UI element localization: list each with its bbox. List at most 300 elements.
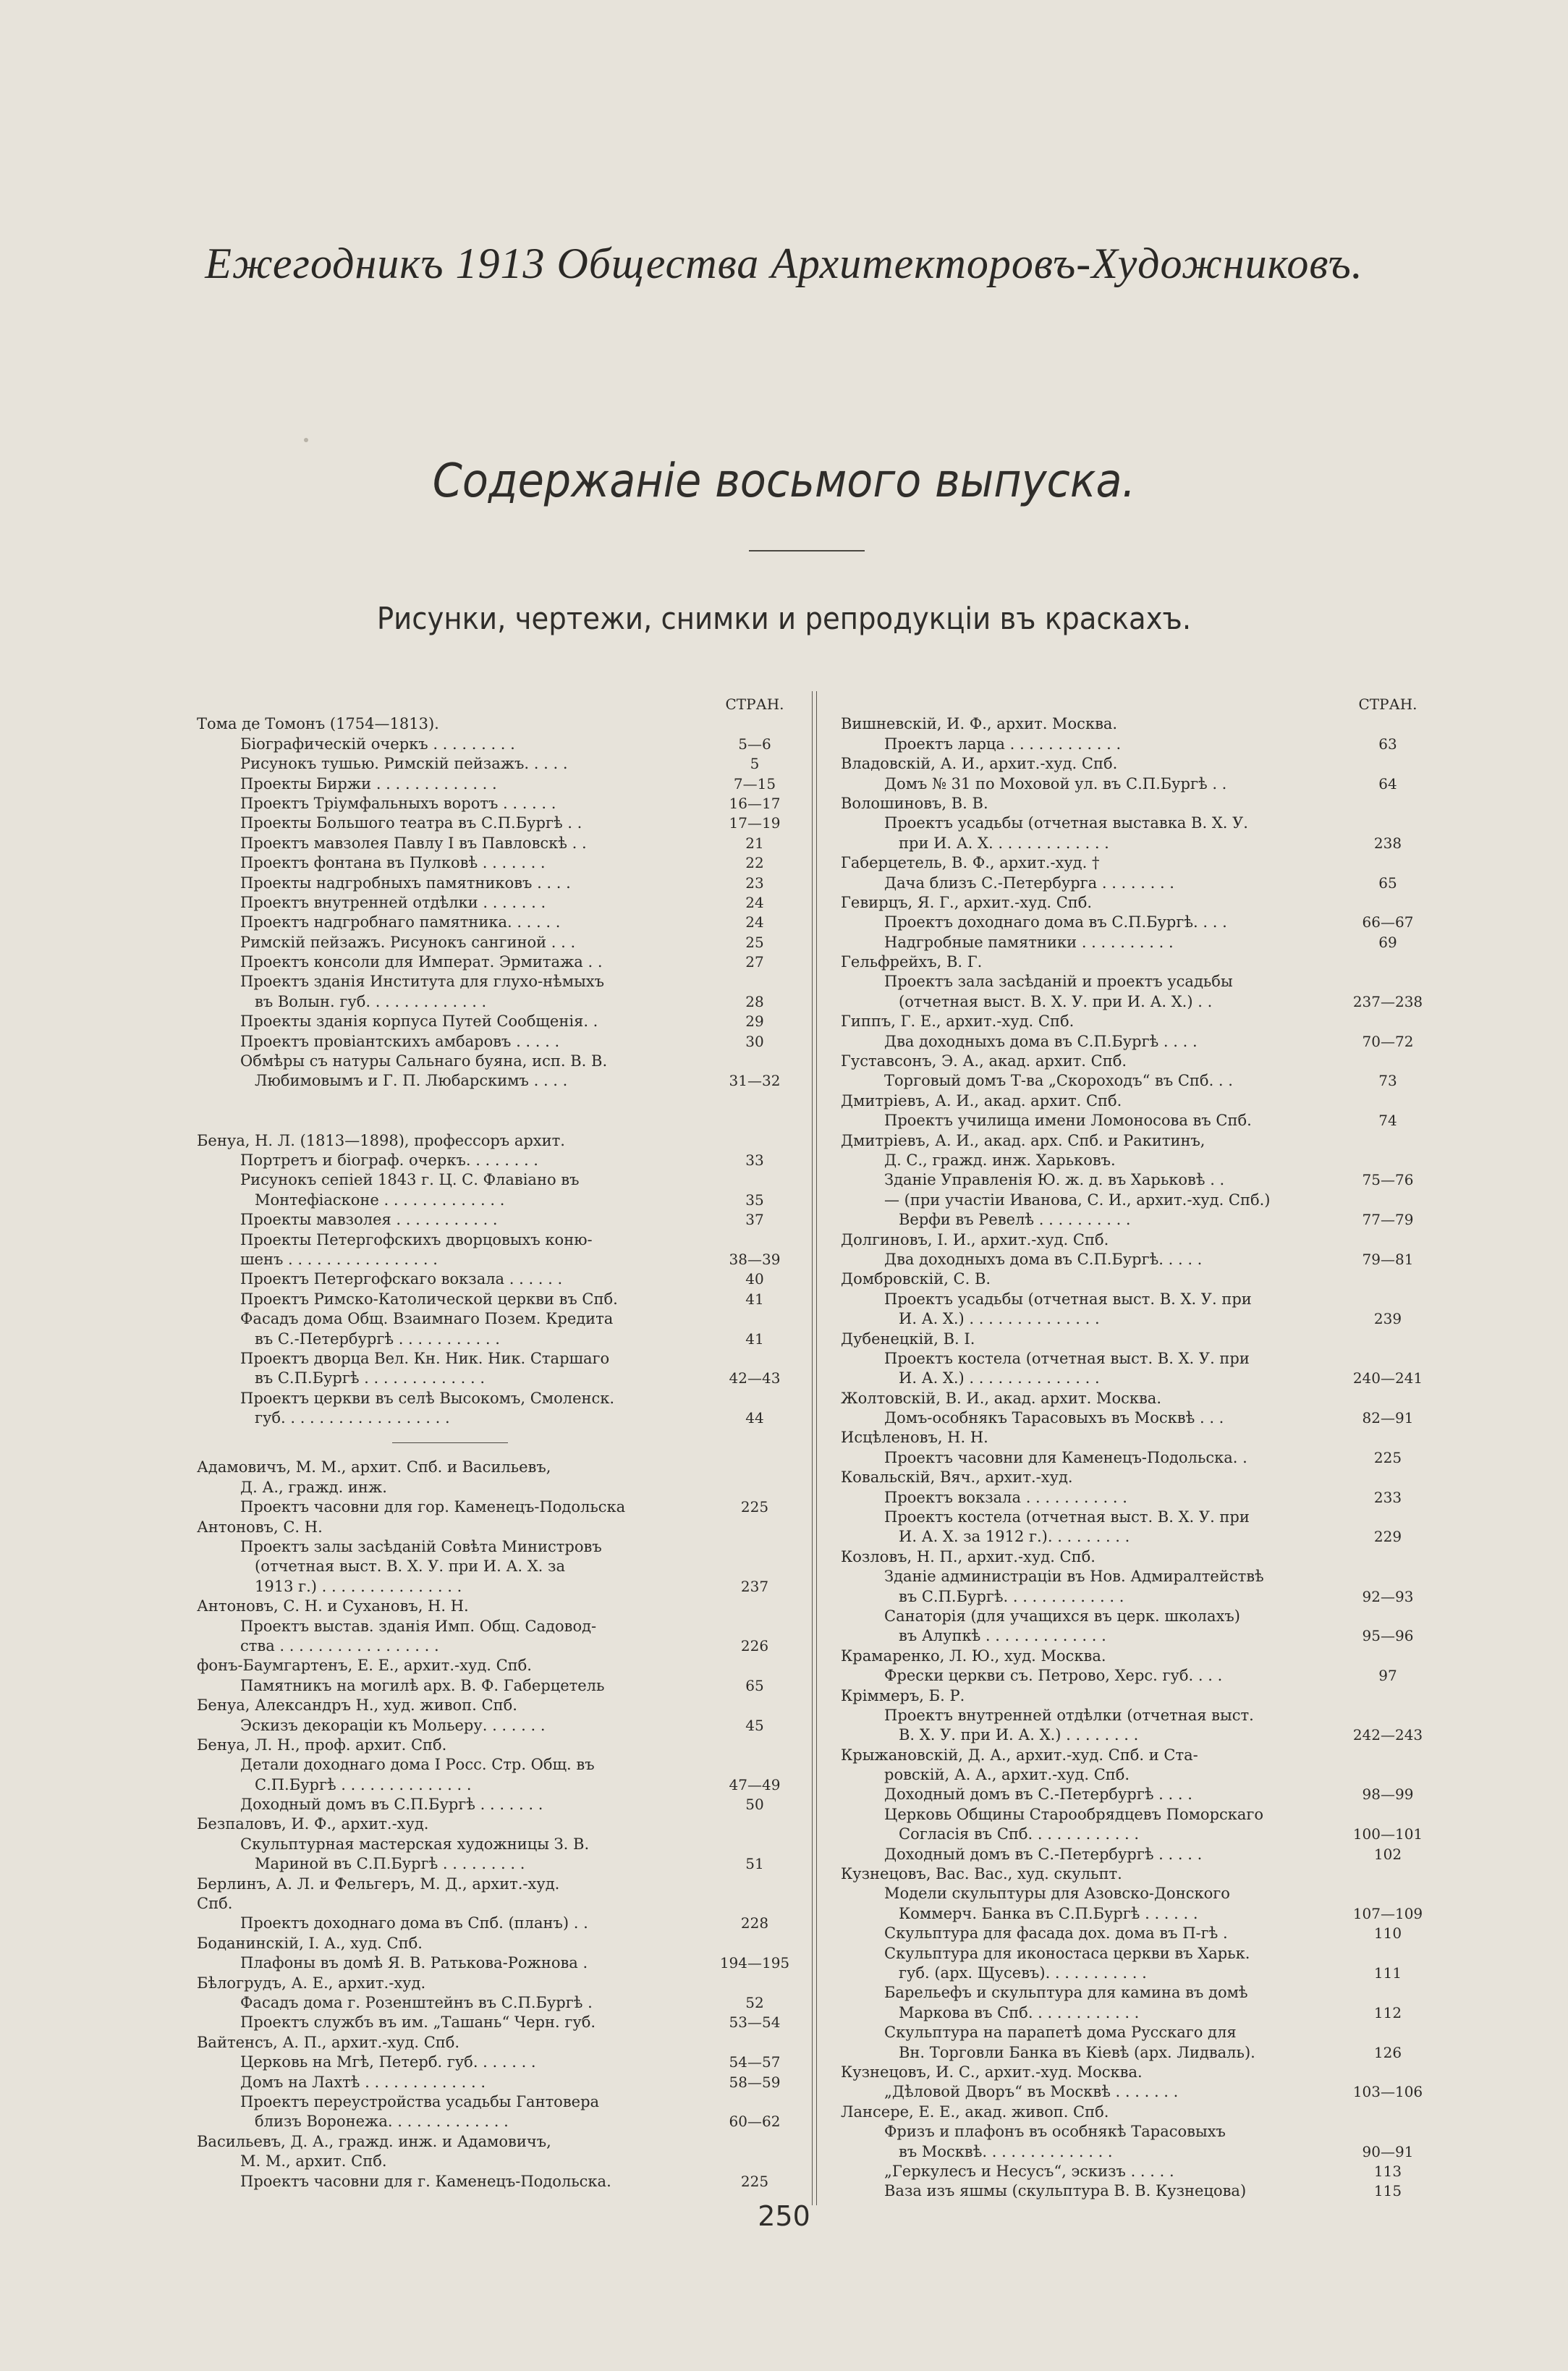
entry-text: Проектъ часовни для Каменецъ-Подольска. . bbox=[884, 1448, 1247, 1466]
page-ref: 60—62 bbox=[729, 2113, 781, 2131]
page-ref: 7—15 bbox=[733, 774, 776, 793]
entry-text: Проектъ фонтана въ Пулковѣ . . . . . . . bbox=[240, 854, 546, 872]
page-ref: 70—72 bbox=[1362, 1032, 1414, 1050]
page-ref: 51 bbox=[745, 1855, 764, 1873]
entry-text: Проектъ внутренней отдѣлки . . . . . . . bbox=[240, 893, 546, 911]
page-title: Содержаніе восьмого выпуска. bbox=[432, 455, 1136, 508]
page-ref: 238 bbox=[1373, 834, 1402, 852]
entry-text: Проекты зданія корпуса Путей Сообщенія. . bbox=[240, 1013, 598, 1031]
entry-text: Проектъ доходнаго дома въ Спб. (планъ) . . bbox=[240, 1914, 588, 1932]
index-entry bbox=[197, 1835, 814, 1854]
entry-text: Проектъ внутренней отдѣлки (отчетная выст. bbox=[884, 1706, 1254, 1724]
entry-text: Рисунокъ тушью. Римскій пейзажъ. . . . . bbox=[240, 755, 568, 773]
entry-text: Проекты Петергофскихъ дворцовыхъ коню- bbox=[240, 1230, 593, 1248]
index-heading bbox=[197, 1974, 814, 1993]
page-ref: 82—91 bbox=[1362, 1409, 1414, 1427]
entry-text: Антоновъ, С. Н. bbox=[197, 1518, 323, 1536]
entry-text: Вн. Торговли Банка въ Кіевѣ (арх. Лидваль). bbox=[899, 2043, 1255, 2061]
entry-text: Тома де Томонъ (1754—1813). bbox=[197, 715, 439, 733]
index-heading bbox=[197, 1597, 814, 1616]
page-ref: 31—32 bbox=[729, 1072, 781, 1090]
index-entry bbox=[841, 1151, 1425, 1170]
page-ref: 79—81 bbox=[1362, 1250, 1414, 1268]
index-entry bbox=[197, 2152, 814, 2171]
index-heading bbox=[197, 1458, 814, 1477]
entry-text: Скульптура для фасада дох. дома въ П-гѣ . bbox=[884, 1924, 1228, 1943]
index-heading bbox=[841, 1686, 1425, 1706]
index-entry bbox=[841, 1448, 1425, 1468]
index-entry bbox=[841, 933, 1425, 952]
index-entry bbox=[841, 834, 1425, 853]
page-ref: 45 bbox=[745, 1716, 764, 1734]
page-ref: 239 bbox=[1373, 1310, 1402, 1328]
running-header: Ежегодникъ 1913 Общества Архитекторовъ-Художниковъ. bbox=[205, 240, 1363, 287]
index-entry bbox=[197, 1577, 814, 1597]
index-heading bbox=[841, 1864, 1425, 1884]
index-entry bbox=[197, 1012, 814, 1031]
index-entry bbox=[197, 1993, 814, 2013]
index-heading bbox=[197, 1656, 814, 1675]
index-heading bbox=[841, 1052, 1425, 1071]
column-rule bbox=[816, 691, 817, 2205]
entry-text: Домбровскій, С. В. bbox=[841, 1270, 991, 1288]
entry-text: Проектъ мавзолея Павлу I въ Павловскѣ . . bbox=[240, 834, 587, 852]
page-ref: 107—109 bbox=[1352, 1904, 1423, 1922]
page-ref: 23 bbox=[745, 874, 764, 892]
entry-text: (отчетная выст. В. Х. У. при И. А. Х. за bbox=[255, 1558, 566, 1576]
entry-text: Боданинскій, I. А., худ. Спб. bbox=[197, 1934, 423, 1952]
index-entry bbox=[841, 1587, 1425, 1607]
entry-text: въ Москвѣ. . . . . . . . . . . . . . bbox=[899, 2142, 1113, 2160]
index-heading bbox=[841, 952, 1425, 972]
entry-text: Церковь на Мгѣ, Петерб. губ. . . . . . . bbox=[240, 2053, 536, 2071]
entry-text: Кріммеръ, Б. Р. bbox=[841, 1686, 965, 1704]
entry-text: С.П.Бургѣ . . . . . . . . . . . . . . bbox=[255, 1775, 472, 1793]
entry-text: Верфи въ Ревелѣ . . . . . . . . . . bbox=[899, 1211, 1131, 1229]
page-ref: 41 bbox=[745, 1290, 764, 1308]
page-ref: 102 bbox=[1373, 1845, 1402, 1863]
index-column-left bbox=[197, 695, 814, 2192]
index-entry bbox=[841, 1626, 1425, 1646]
index-heading bbox=[197, 2132, 814, 2152]
entry-text: Ковальскій, Вяч., архит.-худ. bbox=[841, 1468, 1073, 1487]
entry-text: Проекты Биржи . . . . . . . . . . . . . bbox=[240, 774, 497, 793]
index-heading bbox=[841, 1547, 1425, 1567]
entry-text: ровскій, А. А., архит.-худ. Спб. bbox=[884, 1766, 1130, 1784]
page-ref: 92—93 bbox=[1362, 1587, 1414, 1605]
index-entry bbox=[197, 952, 814, 972]
index-heading bbox=[841, 2102, 1425, 2122]
entry-text: Жолтовскій, В. И., акад. архит. Москва. bbox=[841, 1389, 1161, 1407]
index-entry bbox=[197, 834, 814, 853]
index-heading bbox=[197, 1696, 814, 1715]
entry-text: Проектъ службъ въ им. „Ташань“ Черн. губ. bbox=[240, 2013, 596, 2032]
index-entry bbox=[197, 2053, 814, 2072]
index-entry bbox=[197, 1330, 814, 1349]
index-entry bbox=[197, 913, 814, 932]
index-heading bbox=[197, 1736, 814, 1755]
index-heading bbox=[841, 893, 1425, 913]
entry-text: Ваза изъ яшмы (скульптура В. В. Кузнецова) bbox=[884, 2182, 1247, 2200]
entry-text: Габерцетель, В. Ф., архит.-худ. † bbox=[841, 854, 1100, 872]
entry-text: въ Волын. губ. . . . . . . . . . . . . bbox=[255, 992, 487, 1010]
entry-text: Крамаренко, Л. Ю., худ. Москва. bbox=[841, 1647, 1106, 1665]
page-ref: 90—91 bbox=[1362, 2142, 1414, 2160]
entry-text: Барельефъ и скульптура для камина въ домѣ bbox=[884, 1984, 1248, 2002]
entry-text: въ С.П.Бургѣ . . . . . . . . . . . . . bbox=[255, 1369, 486, 1387]
entry-text: Проектъ залы засѣданій Совѣта Министровъ bbox=[240, 1538, 602, 1556]
index-entry bbox=[841, 874, 1425, 893]
index-entry bbox=[197, 1497, 814, 1517]
index-heading bbox=[197, 1518, 814, 1537]
title-rule bbox=[749, 550, 865, 551]
page-ref: 58—59 bbox=[729, 2073, 781, 2091]
entry-text: Кузнецовъ, Вас. Вас., худ. скульпт. bbox=[841, 1865, 1122, 1883]
page-ref: 29 bbox=[745, 1013, 764, 1031]
index-entry bbox=[841, 1408, 1425, 1428]
index-entry bbox=[197, 1210, 814, 1230]
entry-text: Крыжановскій, Д. А., архит.-худ. Спб. и Ста- bbox=[841, 1746, 1198, 1764]
page-ref: 5 bbox=[750, 755, 760, 773]
index-entry bbox=[841, 2043, 1425, 2063]
page-ref: 240—241 bbox=[1352, 1369, 1423, 1387]
entry-text: Антоновъ, С. Н. и Сухановъ, Н. Н. bbox=[197, 1597, 469, 1615]
index-entry bbox=[197, 1617, 814, 1636]
entry-text: Проектъ зданія Института для глухо-нѣмыхъ bbox=[240, 973, 605, 991]
entry-text: Скульптурная мастерская художницы З. В. bbox=[240, 1835, 590, 1853]
entry-text: Проектъ переустройства усадьбы Гантовера bbox=[240, 2092, 600, 2110]
entry-text: Проектъ Тріумфальныхъ воротъ . . . . . . bbox=[240, 794, 556, 812]
entry-text: Гевирцъ, Я. Г., архит.-худ. Спб. bbox=[841, 893, 1093, 911]
page-ref: 100—101 bbox=[1352, 1825, 1423, 1843]
entry-text: Волошиновъ, В. В. bbox=[841, 794, 988, 812]
index-entry bbox=[841, 1290, 1425, 1309]
entry-text: Эскизъ декораціи къ Мольеру. . . . . . . bbox=[240, 1716, 546, 1734]
page-ref: 28 bbox=[745, 992, 764, 1010]
entry-text: Любимовымъ и Г. П. Любарскимъ . . . . bbox=[255, 1072, 568, 1090]
entry-text: Берлинъ, А. Л. и Фельгеръ, М. Д., архит.-худ. bbox=[197, 1875, 560, 1893]
index-heading bbox=[197, 1894, 814, 1914]
page-ref: 30 bbox=[745, 1032, 764, 1050]
index-entry bbox=[197, 2172, 814, 2192]
index-entry bbox=[197, 2073, 814, 2092]
page-ref: 233 bbox=[1373, 1488, 1402, 1506]
entry-text: Проектъ дворца Вел. Кн. Ник. Ник. Старшаго bbox=[240, 1349, 610, 1367]
index-entry bbox=[841, 1666, 1425, 1686]
index-entry bbox=[841, 1924, 1425, 1943]
page-ref: 97 bbox=[1378, 1667, 1397, 1685]
entry-text: Торговый домъ Т-ва „Скороходъ“ въ Спб. . . bbox=[884, 1072, 1233, 1090]
page-ref: 77—79 bbox=[1362, 1211, 1414, 1229]
entry-text: Скульптура на парапетѣ дома Русскаго для bbox=[884, 2024, 1237, 2042]
index-entry bbox=[197, 1091, 814, 1111]
index-entry bbox=[841, 2122, 1425, 2142]
entry-text: Доходный домъ въ С.-Петербургѣ . . . . . bbox=[884, 1845, 1203, 1863]
entry-text: Проектъ училища имени Ломоносова въ Спб. bbox=[884, 1112, 1252, 1130]
entry-text: Вишневскій, И. Ф., архит. Москва. bbox=[841, 715, 1118, 733]
index-entry bbox=[841, 2162, 1425, 2181]
index-entry bbox=[841, 1309, 1425, 1329]
page-ref: 27 bbox=[745, 953, 764, 971]
index-entry bbox=[841, 2181, 1425, 2201]
entry-text: Зданіе администраціи въ Нов. Адмиралтействѣ bbox=[884, 1568, 1264, 1586]
index-entry bbox=[841, 1904, 1425, 1924]
entry-text: Дмитріевъ, А. И., акад. архит. Спб. bbox=[841, 1091, 1122, 1110]
entry-text: Проектъ выстав. зданія Имп. Общ. Садовод- bbox=[240, 1617, 597, 1635]
index-heading bbox=[197, 1131, 814, 1151]
index-heading bbox=[841, 1012, 1425, 1031]
entry-text: Доходный домъ въ С.-Петербургѣ . . . . bbox=[884, 1785, 1192, 1804]
entry-text: И. А. Х. за 1912 г.). . . . . . . . . bbox=[899, 1528, 1130, 1546]
entry-text: шенъ . . . . . . . . . . . . . . . . bbox=[240, 1250, 438, 1268]
page-ref: 111 bbox=[1373, 1964, 1402, 1982]
index-entry bbox=[841, 1845, 1425, 1864]
entry-text: Фрески церкви съ. Петрово, Херс. губ. . . . bbox=[884, 1667, 1223, 1685]
index-entry bbox=[197, 2013, 814, 2032]
page-ref: 98—99 bbox=[1362, 1785, 1414, 1804]
index-entry bbox=[841, 2023, 1425, 2042]
index-heading bbox=[197, 1875, 814, 1894]
page-number: 250 bbox=[758, 2200, 810, 2232]
page-ref: 75—76 bbox=[1362, 1171, 1414, 1189]
page-ref: СТРАН. bbox=[725, 696, 784, 713]
index-heading bbox=[841, 794, 1425, 813]
index-entry bbox=[841, 1527, 1425, 1547]
entry-text: въ С.П.Бургѣ. . . . . . . . . . . . . bbox=[899, 1587, 1124, 1605]
index-entry bbox=[197, 1151, 814, 1170]
entry-text: Надгробные памятники . . . . . . . . . . bbox=[884, 933, 1174, 951]
entry-text: Проектъ надгробнаго памятника. . . . . . bbox=[240, 913, 561, 931]
section-subtitle: Рисунки, чертежи, снимки и репродукціи въ краскахъ. bbox=[376, 601, 1192, 636]
index-entry bbox=[197, 1269, 814, 1289]
index-entry bbox=[841, 1488, 1425, 1508]
page-ref: 225 bbox=[1373, 1448, 1402, 1466]
entry-text: Санаторія (для учащихся въ церк. школахъ) bbox=[884, 1607, 1240, 1625]
entry-text: при И. А. Х. . . . . . . . . . . . . bbox=[899, 834, 1109, 852]
entry-text: Домъ на Лахтѣ . . . . . . . . . . . . . bbox=[240, 2073, 486, 2091]
index-entry bbox=[197, 754, 814, 774]
page-ref: 126 bbox=[1373, 2043, 1402, 2061]
page-ref: 33 bbox=[745, 1151, 764, 1169]
index-heading bbox=[841, 1746, 1425, 1765]
index-entry bbox=[197, 813, 814, 833]
entry-text: Бенуа, Александръ Н., худ. живоп. Спб. bbox=[197, 1696, 517, 1715]
page-ref: 24 bbox=[745, 893, 764, 911]
entry-text: Коммерч. Банка въ С.П.Бургѣ . . . . . . bbox=[899, 1904, 1198, 1922]
page-ref: 52 bbox=[745, 1994, 764, 2011]
index-entry bbox=[197, 695, 814, 714]
entry-text: Бенуа, Н. Л. (1813—1898), профессоръ архит. bbox=[197, 1131, 565, 1149]
page-ref: 74 bbox=[1378, 1112, 1397, 1130]
page-ref: 41 bbox=[745, 1330, 764, 1348]
index-entry bbox=[841, 1349, 1425, 1369]
page-ref: 66—67 bbox=[1362, 913, 1414, 931]
page-ref: 50 bbox=[745, 1796, 764, 1814]
entry-text: Дубенецкій, В. I. bbox=[841, 1330, 975, 1348]
index-entry bbox=[197, 1170, 814, 1190]
section-divider bbox=[197, 1428, 814, 1458]
index-entry bbox=[841, 1032, 1425, 1052]
index-entry bbox=[841, 813, 1425, 833]
index-heading bbox=[197, 714, 814, 734]
entry-text: Проектъ консоли для Императ. Эрмитажа . . bbox=[240, 953, 603, 971]
page-ref: 229 bbox=[1373, 1528, 1402, 1546]
entry-text: Домъ № 31 по Моховой ул. въ С.П.Бургѣ . . bbox=[884, 774, 1227, 793]
entry-text: — (при участіи Иванова, С. И., архит.-худ. Спб.) bbox=[884, 1191, 1271, 1209]
entry-text: Модели скульптуры для Азовско-Донского bbox=[884, 1885, 1230, 1903]
page-ref: 38—39 bbox=[729, 1250, 781, 1268]
index-entry bbox=[841, 1071, 1425, 1091]
entry-text: Владовскій, А. И., архит.-худ. Спб. bbox=[841, 755, 1118, 773]
index-heading bbox=[197, 1934, 814, 1953]
entry-text: Проектъ костела (отчетная выст. В. Х. У. при bbox=[884, 1349, 1250, 1367]
entry-text: Римскій пейзажъ. Рисунокъ сангиной . . . bbox=[240, 933, 576, 951]
entry-text: Детали доходнаго дома I Росс. Стр. Общ. въ bbox=[240, 1756, 595, 1774]
page-ref: 225 bbox=[740, 1498, 769, 1516]
page-ref: 237—238 bbox=[1352, 992, 1423, 1010]
entry-text: Адамовичъ, М. М., архит. Спб. и Васильевъ, bbox=[197, 1458, 551, 1476]
entry-text: В. Х. У. при И. А. Х.) . . . . . . . . bbox=[899, 1726, 1139, 1744]
page-ref: 73 bbox=[1378, 1072, 1397, 1090]
entry-text: Рисунокъ сепіей 1843 г. Ц. С. Флавіано въ bbox=[240, 1171, 580, 1189]
index-entry bbox=[197, 1914, 814, 1933]
index-entry bbox=[841, 1250, 1425, 1269]
page-ref: 54—57 bbox=[729, 2053, 781, 2071]
entry-text: Зданіе Управленія Ю. ж. д. въ Харьковѣ . . bbox=[884, 1171, 1225, 1189]
entry-text: Гиппъ, Г. Е., архит.-худ. Спб. bbox=[841, 1013, 1075, 1031]
entry-text: Козловъ, Н. П., архит.-худ. Спб. bbox=[841, 1547, 1096, 1565]
entry-text: Долгиновъ, I. И., архит.-худ. Спб. bbox=[841, 1230, 1109, 1248]
index-entry bbox=[197, 992, 814, 1012]
index-entry bbox=[197, 1290, 814, 1309]
entry-text: въ С.-Петербургѣ . . . . . . . . . . . bbox=[255, 1330, 500, 1348]
index-entry bbox=[197, 1052, 814, 1071]
index-entry bbox=[841, 1210, 1425, 1230]
index-heading bbox=[841, 1428, 1425, 1447]
entry-text: 1913 г.) . . . . . . . . . . . . . . . bbox=[255, 1577, 462, 1595]
page-ref: 65 bbox=[1378, 874, 1397, 892]
page-ref: 5—6 bbox=[738, 735, 771, 753]
page-ref: 95—96 bbox=[1362, 1627, 1414, 1645]
entry-text: Проектъ усадьбы (отчетная выставка В. Х. У. bbox=[884, 814, 1248, 832]
column-rule bbox=[812, 691, 813, 2205]
entry-text: Проектъ провіантскихъ амбаровъ . . . . . bbox=[240, 1032, 560, 1050]
index-entry bbox=[197, 1111, 814, 1130]
page-ref: 103—106 bbox=[1352, 2083, 1423, 2101]
index-entry bbox=[197, 1676, 814, 1696]
page-ref: 225 bbox=[740, 2172, 769, 2190]
entry-text: Проектъ Петергофскаго вокзала . . . . . . bbox=[240, 1270, 563, 1288]
page-ref: 237 bbox=[740, 1577, 769, 1595]
entry-text: Портретъ и біограф. очеркъ. . . . . . . . bbox=[240, 1151, 538, 1169]
entry-text: Безпаловъ, И. Ф., архит.-худ. bbox=[197, 1815, 429, 1833]
entry-text: Д. С., гражд. инж. Харьковъ. bbox=[884, 1151, 1116, 1169]
index-entry bbox=[197, 1309, 814, 1329]
page-ref: 64 bbox=[1378, 774, 1397, 793]
page-ref: 44 bbox=[745, 1409, 764, 1427]
entry-text: И. А. Х.) . . . . . . . . . . . . . . bbox=[899, 1310, 1100, 1328]
page-ref: 47—49 bbox=[729, 1775, 781, 1793]
page-ref: 25 bbox=[745, 933, 764, 951]
index-entry bbox=[197, 1953, 814, 1973]
index-heading bbox=[841, 1647, 1425, 1666]
entry-text: губ. (арх. Щусевъ). . . . . . . . . . . bbox=[899, 1964, 1147, 1982]
index-entry bbox=[841, 1567, 1425, 1586]
index-entry bbox=[197, 1408, 814, 1428]
index-entry bbox=[841, 1607, 1425, 1626]
index-entry bbox=[841, 1191, 1425, 1210]
index-entry bbox=[841, 1765, 1425, 1785]
entry-text: Исцѣленовъ, Н. Н. bbox=[841, 1429, 988, 1447]
index-heading bbox=[841, 1131, 1425, 1151]
index-entry bbox=[841, 774, 1425, 794]
entry-text: Проектъ часовни для г. Каменецъ-Подольска. bbox=[240, 2172, 611, 2190]
entry-text: Кузнецовъ, И. С., архит.-худ. Москва. bbox=[841, 2063, 1143, 2081]
index-heading bbox=[197, 1814, 814, 1834]
entry-text: М. М., архит. Спб. bbox=[240, 2152, 387, 2171]
index-entry bbox=[841, 1725, 1425, 1745]
index-entry bbox=[197, 1795, 814, 1814]
index-entry bbox=[197, 1071, 814, 1091]
page-ref: 63 bbox=[1378, 735, 1397, 753]
page-ref: 242—243 bbox=[1352, 1726, 1423, 1744]
entry-text: Д. А., гражд. инж. bbox=[240, 1478, 387, 1496]
index-entry bbox=[197, 1537, 814, 1557]
entry-text: Васильевъ, Д. А., гражд. инж. и Адамовичъ, bbox=[197, 2132, 551, 2150]
page-ref: 42—43 bbox=[729, 1369, 781, 1387]
entry-text: Густавсонъ, Э. А., акад. архит. Спб. bbox=[841, 1052, 1127, 1070]
entry-text: Спб. bbox=[197, 1895, 233, 1913]
entry-text: Проектъ зала засѣданій и проектъ усадьбы bbox=[884, 973, 1233, 991]
entry-text: Проектъ часовни для гор. Каменецъ-Подольска bbox=[240, 1498, 626, 1516]
page-ref: 115 bbox=[1373, 2182, 1402, 2200]
page-ref: 40 bbox=[745, 1270, 764, 1288]
index-entry bbox=[197, 893, 814, 913]
page-ref: 110 bbox=[1373, 1924, 1402, 1943]
index-entry bbox=[197, 1755, 814, 1775]
entry-text: Обмѣры съ натуры Сальнаго буяна, исп. В. В. bbox=[240, 1052, 608, 1070]
index-entry bbox=[197, 735, 814, 754]
entry-text: Проектъ костела (отчетная выст. В. Х. У. при bbox=[884, 1508, 1250, 1526]
entry-text: Памятникъ на могилѣ арх. В. Ф. Габерцетель bbox=[240, 1676, 605, 1694]
index-heading bbox=[841, 853, 1425, 873]
page-ref: 35 bbox=[745, 1191, 764, 1209]
entry-text: Проекты надгробныхъ памятниковъ . . . . bbox=[240, 874, 571, 892]
entry-text: ства . . . . . . . . . . . . . . . . . bbox=[240, 1636, 439, 1654]
index-entry bbox=[197, 1230, 814, 1250]
index-entry bbox=[841, 2003, 1425, 2023]
index-heading bbox=[841, 1468, 1425, 1487]
index-entry bbox=[841, 1706, 1425, 1725]
page-ref: 24 bbox=[745, 913, 764, 931]
index-heading bbox=[841, 1230, 1425, 1250]
index-entry bbox=[841, 2142, 1425, 2162]
index-entry bbox=[841, 1369, 1425, 1388]
entry-text: Бѣлогрудъ, А. Е., архит.-худ. bbox=[197, 1974, 426, 1992]
entry-text: Дача близъ С.-Петербурга . . . . . . . . bbox=[884, 874, 1174, 892]
index-heading bbox=[841, 1389, 1425, 1408]
index-entry bbox=[841, 972, 1425, 992]
entry-text: Мариной въ С.П.Бургѣ . . . . . . . . . bbox=[255, 1855, 525, 1873]
index-entry bbox=[841, 1944, 1425, 1964]
index-entry bbox=[197, 1032, 814, 1052]
index-entry bbox=[197, 1557, 814, 1576]
index-entry bbox=[841, 1825, 1425, 1844]
page-ref: 112 bbox=[1373, 2003, 1402, 2021]
index-entry bbox=[197, 1478, 814, 1497]
index-entry bbox=[841, 1884, 1425, 1903]
index-entry bbox=[841, 2082, 1425, 2102]
